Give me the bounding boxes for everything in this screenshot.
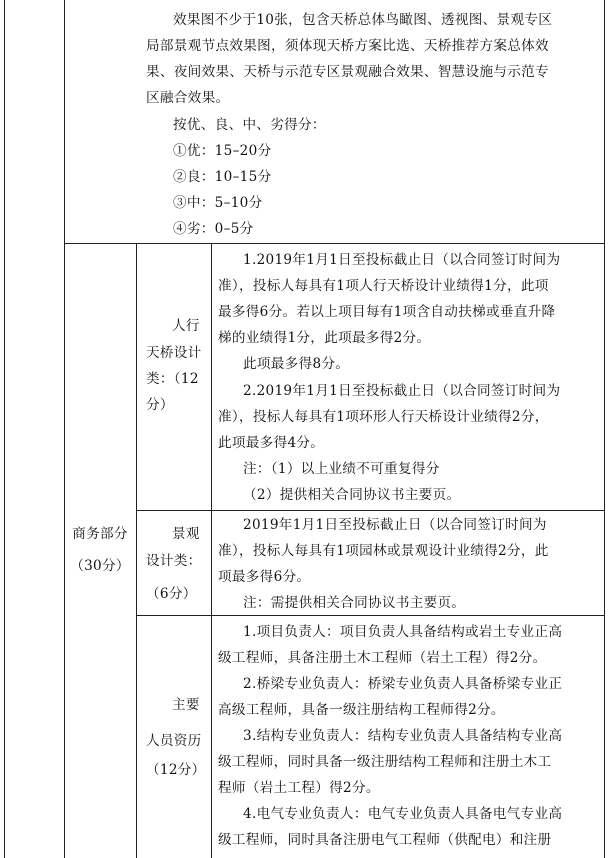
text-line: 注：（1）以上业绩不可重复得分 (243, 461, 440, 477)
text-line: 准），投标人每具有1项环形人行天桥设计业绩得2分， (218, 409, 549, 425)
label-line: 设计类： (146, 553, 202, 569)
text-line: 效果图不少于10张，包含天桥总体鸟瞰图、透视图、景观专区 (173, 12, 553, 28)
text-line: 程师（岩土工程）得2分。 (218, 780, 380, 796)
text-line: 果、夜间效果、天桥与示范专区景观融合效果、智慧设施与示范专 (146, 64, 549, 80)
text-line: 高级工程师，具备一级注册结构工程师得2分。 (218, 702, 505, 718)
row-divider-section1 (136, 510, 605, 511)
text-line: 2019年1月1日至投标截止日（以合同签订时间为 (243, 517, 547, 533)
text-line: ③中：5–10分 (173, 195, 263, 211)
text-line: 2.桥梁专业负责人：桥梁专业负责人具备桥梁专业正 (243, 676, 563, 692)
label-line: 人行 (172, 318, 200, 334)
text-line: ②良：10–15分 (173, 169, 272, 185)
label-line: （6分） (146, 586, 197, 602)
table-divider-col2 (136, 243, 137, 858)
text-line: 1.2019年1月1日至投标截止日（以合同签订时间为 (243, 252, 561, 268)
label-line: 人员资历 (146, 733, 202, 749)
text-line: 此项最多得8分。 (243, 356, 350, 372)
text-line: 最多得6分。若以上项目每有1项含自动扶梯或垂直升降 (218, 304, 556, 320)
text-line: 项最多得6分。 (218, 569, 311, 585)
category-title: 商务部分 (72, 526, 128, 542)
text-line: 准），投标人每具有1项人行天桥设计业绩得1分，此项 (218, 278, 549, 294)
text-line: 注：需提供相关合同协议书主要页。 (243, 595, 466, 611)
text-line: 1.项目负责人：项目负责人具备结构或岩土专业正高 (243, 624, 563, 640)
text-line: 4.电气专业负责人：电气专业负责人具备电气专业高 (243, 806, 563, 822)
text-line: 2.2019年1月1日至投标截止日（以合同签订时间为 (243, 383, 561, 399)
text-line: 级工程师，同时具备注册电气工程师（供配电）和注册 (218, 832, 552, 848)
text-line: 局部景观节点效果图，须体现天桥方案比选、天桥推荐方案总体效 (146, 38, 549, 54)
table-border-left (4, 0, 5, 858)
text-line: 3.结构专业负责人：结构专业负责人具备结构专业高 (243, 728, 563, 744)
label-line: 分） (146, 397, 174, 413)
text-line: ①优：15–20分 (173, 143, 272, 159)
category-score: （30分） (70, 558, 130, 574)
text-line: 级工程师，具备注册土木工程师（岩土工程）得2分。 (218, 650, 547, 666)
label-line: 主要 (172, 697, 200, 713)
label-line: 天桥设计 (146, 345, 202, 361)
table-divider-col3 (211, 243, 212, 858)
text-line: ④劣：0–5分 (173, 221, 254, 237)
text-line: 梯的业绩得1分，此项最多得2分。 (218, 330, 431, 346)
label-line: 景观 (172, 526, 200, 542)
table-divider-col1 (64, 0, 65, 858)
text-line: 区融合效果。 (146, 90, 230, 106)
table-border-right (604, 0, 605, 858)
text-line: （2）提供相关合同协议书主要页。 (243, 487, 461, 503)
text-line: 准），投标人每具有1项园林或景观设计业绩得2分，此 (218, 543, 549, 559)
text-line: 此项最多得4分。 (218, 435, 325, 451)
text-line: 级工程师，同时具备一级注册结构工程师和注册土木工 (218, 754, 552, 770)
row-divider-top-block (64, 243, 605, 244)
label-line: （12分） (146, 762, 206, 778)
text-line: 按优、良、中、劣得分： (173, 117, 326, 133)
label-line: 类：（12 (146, 371, 199, 387)
